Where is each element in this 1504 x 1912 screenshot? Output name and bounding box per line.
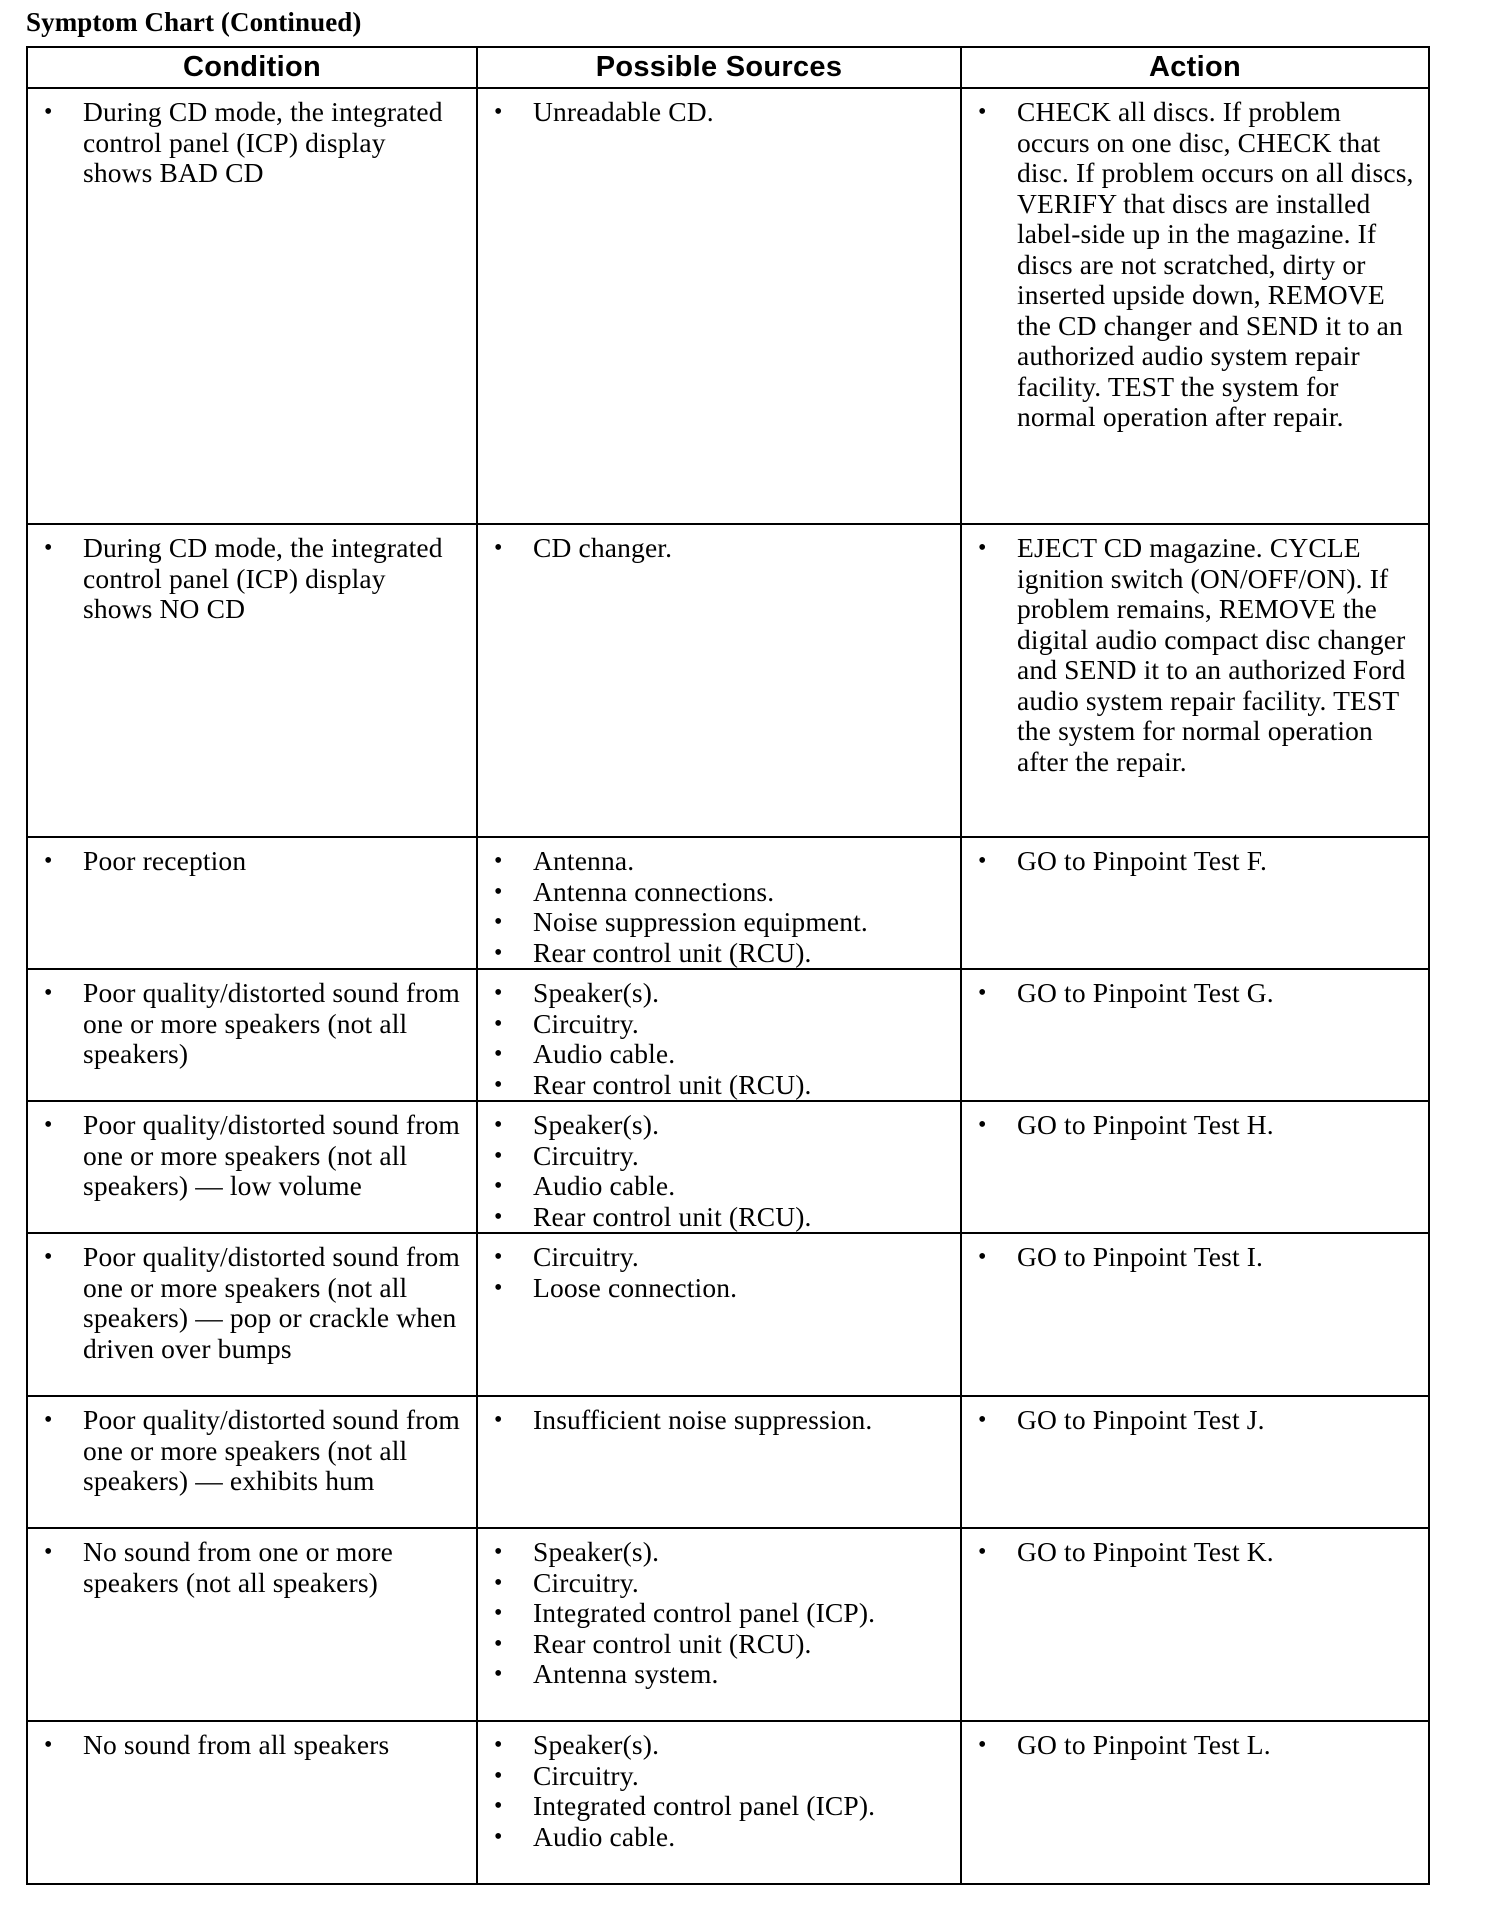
sources-cell bbox=[477, 1721, 961, 1884]
list-item: • Speaker(s). bbox=[478, 1730, 946, 1761]
list-item: • Insufficient noise suppression. bbox=[478, 1405, 946, 1436]
list-item: • Poor quality/distorted sound from one or more speakers (not all speakers) — exhibits hum bbox=[28, 1405, 462, 1497]
page-title: Symptom Chart (Continued) bbox=[26, 7, 362, 37]
sources-cell bbox=[477, 1233, 961, 1396]
list-item: • Speaker(s). bbox=[478, 1537, 946, 1568]
list-item: • Unreadable CD. bbox=[478, 97, 946, 128]
list-item: • GO to Pinpoint Test J. bbox=[962, 1405, 1414, 1436]
table-row bbox=[27, 969, 1429, 1101]
sources-cell bbox=[477, 837, 961, 969]
list-item: • Loose connection. bbox=[478, 1273, 946, 1304]
action-cell bbox=[961, 837, 1429, 969]
action-cell bbox=[961, 88, 1429, 524]
table-row bbox=[27, 88, 1429, 524]
list-item: • No sound from all speakers bbox=[28, 1730, 462, 1761]
sources-cell bbox=[477, 524, 961, 837]
table-row bbox=[27, 1233, 1429, 1396]
symptom-chart-table bbox=[26, 46, 1430, 1885]
list-item: • Antenna system. bbox=[478, 1659, 946, 1690]
list-item: • Antenna connections. bbox=[478, 877, 946, 908]
list-item: • Audio cable. bbox=[478, 1039, 946, 1070]
list-item: • During CD mode, the integrated control panel (ICP) display shows BAD CD bbox=[28, 97, 462, 189]
list-item: • CHECK all discs. If problem occurs on one disc, CHECK that disc. If problem occurs on all discs, VERIFY that discs are installed label-side up in the magazine. If discs are not scratched, dirty or inserted upside down, REMOVE the CD changer and SEND it to an authorized audio system repair facility. TEST the system for normal operation after repair. bbox=[962, 97, 1414, 433]
list-item: • No sound from one or more speakers (not all speakers) bbox=[28, 1537, 462, 1598]
table-row bbox=[27, 1396, 1429, 1528]
list-item: • Antenna. bbox=[478, 846, 946, 877]
list-item: • CD changer. bbox=[478, 533, 946, 564]
list-item: • GO to Pinpoint Test L. bbox=[962, 1730, 1414, 1761]
table-row bbox=[27, 1528, 1429, 1721]
list-item: • Rear control unit (RCU). bbox=[478, 1070, 946, 1101]
list-item: • Circuitry. bbox=[478, 1761, 946, 1792]
sources-cell bbox=[477, 88, 961, 524]
action-cell bbox=[961, 969, 1429, 1101]
sources-cell bbox=[477, 969, 961, 1101]
sources-cell bbox=[477, 1396, 961, 1528]
condition-cell bbox=[27, 1396, 477, 1528]
list-item: • Poor quality/distorted sound from one or more speakers (not all speakers) bbox=[28, 978, 462, 1070]
condition-cell bbox=[27, 1233, 477, 1396]
action-cell bbox=[961, 1721, 1429, 1884]
list-item: • GO to Pinpoint Test G. bbox=[962, 978, 1414, 1009]
table-header-row bbox=[27, 47, 1429, 88]
header-action: Action bbox=[961, 47, 1429, 88]
action-cell bbox=[961, 1528, 1429, 1721]
list-item: • Poor reception bbox=[28, 846, 462, 877]
header-condition: Condition bbox=[27, 47, 477, 88]
condition-cell bbox=[27, 1528, 477, 1721]
list-item: • During CD mode, the integrated control panel (ICP) display shows NO CD bbox=[28, 533, 462, 625]
list-item: • Noise suppression equipment. bbox=[478, 907, 946, 938]
condition-cell bbox=[27, 837, 477, 969]
action-cell bbox=[961, 1233, 1429, 1396]
table-row bbox=[27, 837, 1429, 969]
action-cell bbox=[961, 524, 1429, 837]
list-item: • Circuitry. bbox=[478, 1242, 946, 1273]
list-item: • EJECT CD magazine. CYCLE ignition switch (ON/OFF/ON). If problem remains, REMOVE the digital audio compact disc changer and SEND it to an authorized Ford audio system repair facility. TEST the system for normal operation after the repair. bbox=[962, 533, 1414, 777]
table-row bbox=[27, 1101, 1429, 1233]
header-possible-sources: Possible Sources bbox=[477, 47, 961, 88]
list-item: • GO to Pinpoint Test F. bbox=[962, 846, 1414, 877]
action-cell bbox=[961, 1396, 1429, 1528]
list-item: • GO to Pinpoint Test I. bbox=[962, 1242, 1414, 1273]
list-item: • Rear control unit (RCU). bbox=[478, 1202, 946, 1233]
table-row bbox=[27, 1721, 1429, 1884]
list-item: • Circuitry. bbox=[478, 1568, 946, 1599]
list-item: • GO to Pinpoint Test H. bbox=[962, 1110, 1414, 1141]
list-item: • Audio cable. bbox=[478, 1171, 946, 1202]
condition-cell bbox=[27, 1721, 477, 1884]
condition-cell bbox=[27, 969, 477, 1101]
list-item: • Circuitry. bbox=[478, 1141, 946, 1172]
list-item: • Speaker(s). bbox=[478, 1110, 946, 1141]
condition-cell bbox=[27, 1101, 477, 1233]
sources-cell bbox=[477, 1101, 961, 1233]
list-item: • Poor quality/distorted sound from one or more speakers (not all speakers) — low volume bbox=[28, 1110, 462, 1202]
condition-cell bbox=[27, 524, 477, 837]
list-item: • Circuitry. bbox=[478, 1009, 946, 1040]
list-item: • Speaker(s). bbox=[478, 978, 946, 1009]
sources-cell bbox=[477, 1528, 961, 1721]
list-item: • GO to Pinpoint Test K. bbox=[962, 1537, 1414, 1568]
list-item: • Audio cable. bbox=[478, 1822, 946, 1853]
action-cell bbox=[961, 1101, 1429, 1233]
list-item: • Integrated control panel (ICP). bbox=[478, 1791, 946, 1822]
list-item: • Integrated control panel (ICP). bbox=[478, 1598, 946, 1629]
condition-cell bbox=[27, 88, 477, 524]
list-item: • Rear control unit (RCU). bbox=[478, 938, 946, 969]
list-item: • Rear control unit (RCU). bbox=[478, 1629, 946, 1660]
list-item: • Poor quality/distorted sound from one or more speakers (not all speakers) — pop or crackle when driven over bumps bbox=[28, 1242, 462, 1364]
table-row bbox=[27, 524, 1429, 837]
